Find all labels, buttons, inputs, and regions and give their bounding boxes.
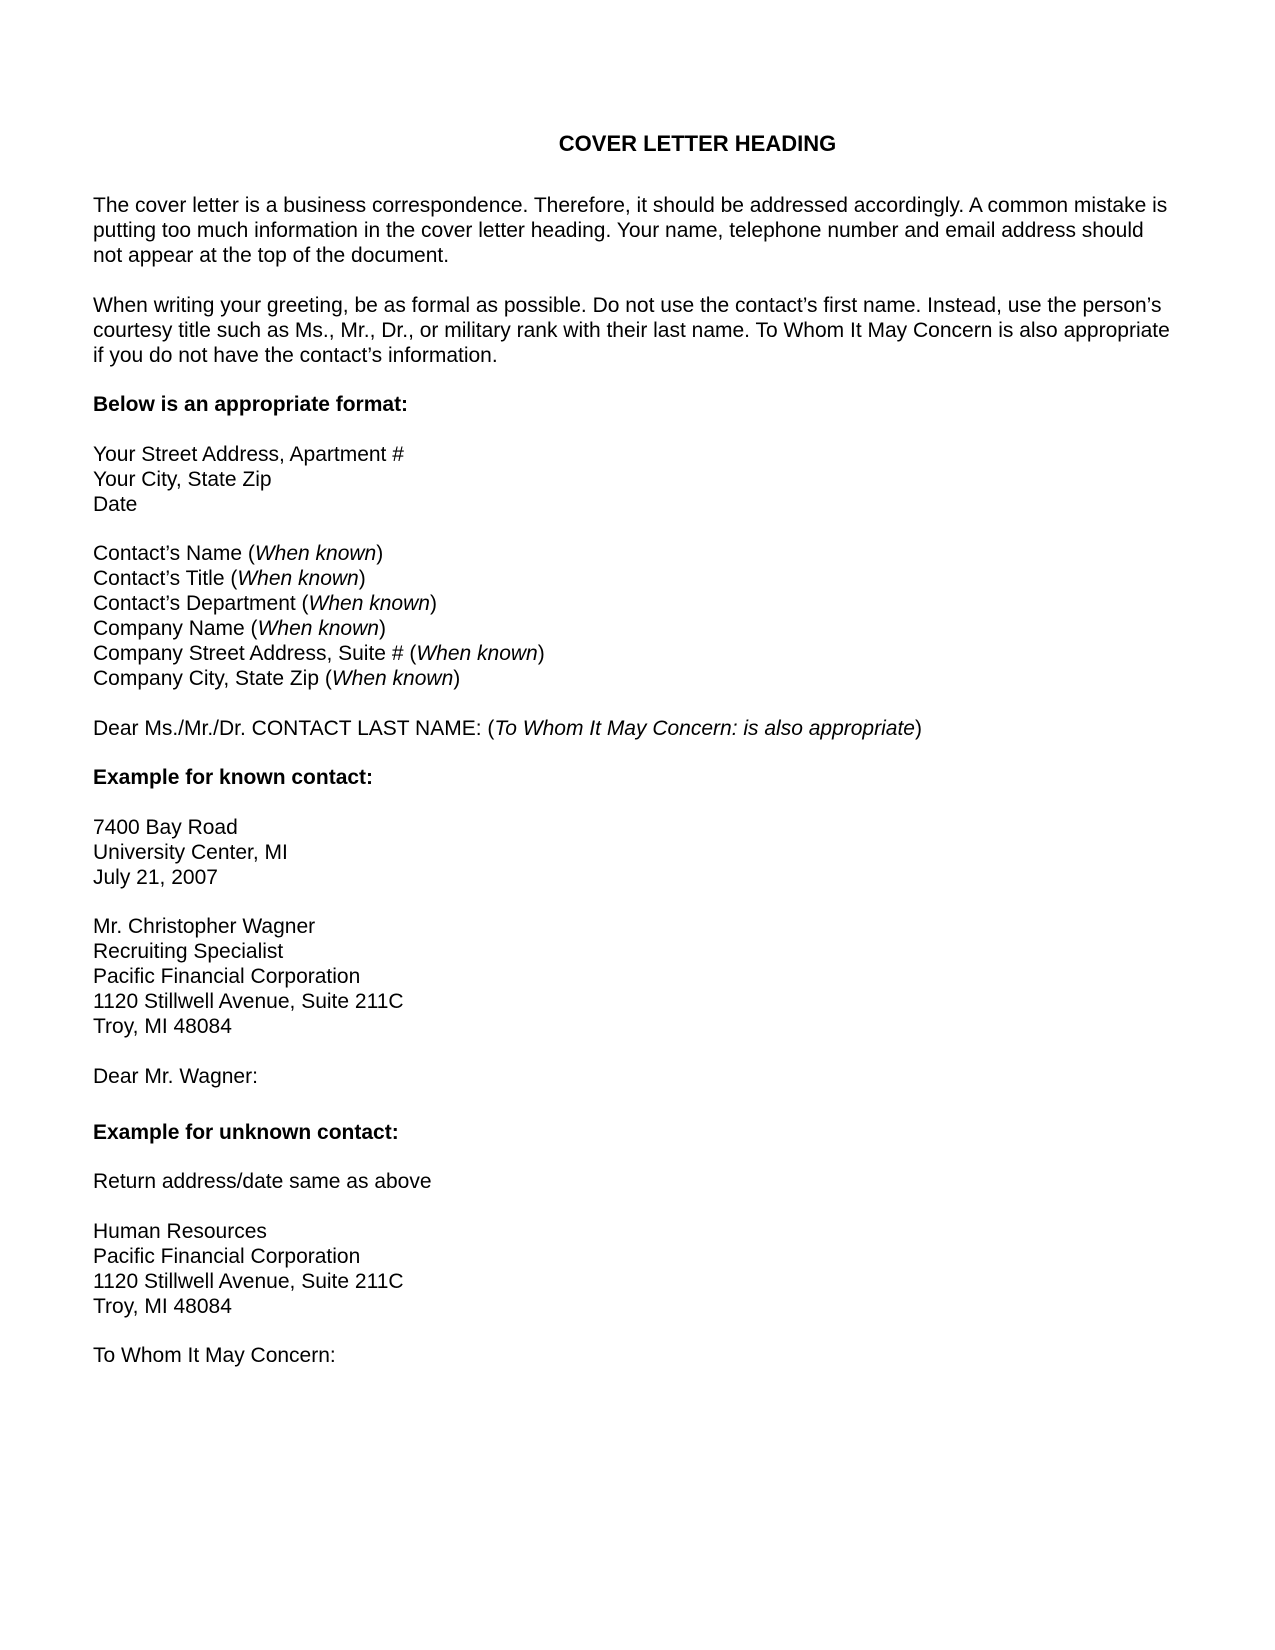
line: 7400 Bay Road bbox=[93, 815, 238, 839]
unknown-return: Return address/date same as above bbox=[93, 1170, 432, 1193]
when-known-note: When known bbox=[237, 567, 359, 590]
intro-paragraph: The cover letter is a business correspondence. Therefore, it should be addressed accordingly. A common mistake is putting too much information in the cover letter heading. Your name, telephone number and email address should not appear at the top of the document. bbox=[93, 194, 1168, 267]
format-heading: Below is an appropriate format: bbox=[93, 393, 409, 416]
greeting-paragraph: When writing your greeting, be as formal as possible. Do not use the contact’s first name. Instead, use the person’s courtesy title such as Ms., Mr., Dr., or military rank with their last name. To Whom It May Concern is also appropriate if you do not have the contact’s information. bbox=[93, 293, 1170, 367]
when-known-note: When known bbox=[308, 592, 430, 615]
known-heading: Example for known contact: bbox=[93, 766, 374, 789]
known-contact-block bbox=[93, 914, 1173, 1039]
line: Date bbox=[93, 492, 138, 516]
line: Mr. Christopher Wagner bbox=[93, 915, 316, 938]
page-title: COVER LETTER HEADING bbox=[558, 131, 837, 156]
when-known-note: When known bbox=[331, 667, 454, 690]
line: Pacific Financial Corporation bbox=[93, 1244, 361, 1268]
line: Troy, MI 48084 bbox=[93, 1015, 232, 1038]
when-known-note: When known bbox=[416, 642, 538, 665]
note: To Whom It May Concern: is also appropriate bbox=[494, 716, 915, 740]
greeting-format: Dear Ms./Mr./Dr. CONTACT LAST NAME: (To Whom It May Concern: is also appropriate) bbox=[93, 716, 922, 740]
line: Your Street Address, Apartment # bbox=[93, 442, 404, 466]
unknown-heading: Example for unknown contact: bbox=[93, 1120, 399, 1144]
line: Company Name ( bbox=[93, 617, 258, 640]
line: Contact’s Department ( bbox=[93, 592, 309, 615]
when-known-note: When known bbox=[257, 617, 379, 640]
when-known-note: When known bbox=[254, 542, 377, 565]
line: Troy, MI 48084 bbox=[93, 1294, 232, 1318]
line: Company Street Address, Suite # ( bbox=[93, 642, 417, 665]
line: July 21, 2007 bbox=[93, 865, 218, 889]
line: Recruiting Specialist bbox=[93, 940, 284, 963]
format-address-block bbox=[93, 442, 1173, 517]
line: Company City, State Zip ( bbox=[93, 667, 332, 690]
line: Your City, State Zip bbox=[93, 467, 272, 491]
known-greeting: Dear Mr. Wagner: bbox=[93, 1064, 258, 1088]
unknown-contact-block bbox=[93, 1219, 1173, 1319]
document-body bbox=[93, 193, 1173, 1393]
line: Human Resources bbox=[93, 1219, 267, 1243]
line: University Center, MI bbox=[93, 840, 288, 864]
line: 1120 Stillwell Avenue, Suite 211C bbox=[93, 1269, 404, 1293]
line: Contact’s Title ( bbox=[93, 567, 238, 590]
line: 1120 Stillwell Avenue, Suite 211C bbox=[93, 990, 404, 1013]
unknown-greeting: To Whom It May Concern: bbox=[93, 1344, 336, 1367]
line: Pacific Financial Corporation bbox=[93, 965, 361, 988]
format-contact-block: Contact’s Name (When known) Contact’s Title (When known) Contact’s Department (When known) Company Name (When known) Company Street Address, Suite # (When known) Company City, State Zip (When known) bbox=[93, 542, 545, 690]
line: Contact’s Name ( bbox=[93, 542, 255, 565]
line: Dear Ms./Mr./Dr. CONTACT LAST NAME: ( bbox=[93, 716, 495, 740]
known-address-block bbox=[93, 815, 1173, 890]
